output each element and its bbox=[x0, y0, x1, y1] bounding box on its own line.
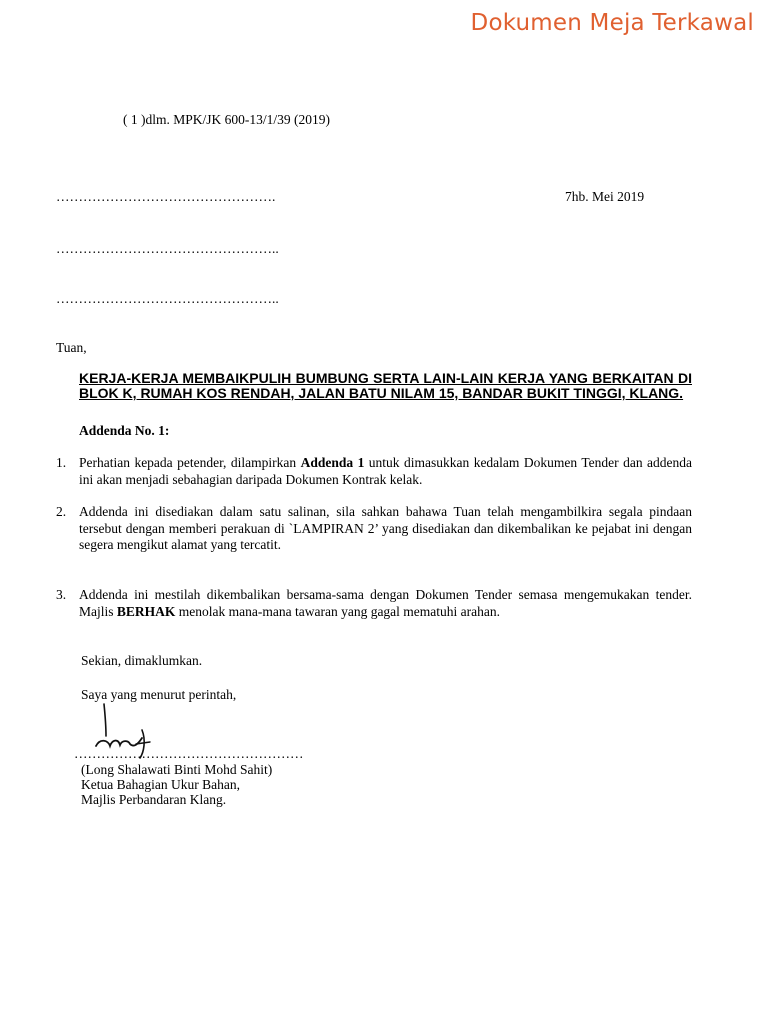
sign-off-text: Saya yang menurut perintah, bbox=[81, 687, 237, 702]
list-item-text: Perhatian kepada petender, dilampirkan Addenda 1 untuk dimasukkan kedalam Dokumen Tender dan addenda ini akan menjadi sebahagian daripada Dokumen Kontrak kelak. bbox=[79, 455, 693, 487]
watermark-label: Dokumen Meja Terkawal bbox=[470, 10, 754, 36]
list-item bbox=[56, 587, 692, 620]
letter-date: 7hb. Mei 2019 bbox=[565, 189, 645, 204]
address-line-3: ………………………………………….. bbox=[56, 291, 279, 306]
signatory-organization: Majlis Perbandaran Klang. bbox=[81, 792, 227, 807]
list-item-number: 2. bbox=[56, 504, 67, 519]
list-item bbox=[56, 455, 692, 488]
signatory-name: (Long Shalawati Binti Mohd Sahit) bbox=[81, 762, 273, 777]
address-line-2: ………………………………………….. bbox=[56, 241, 279, 256]
list-item-text: Addenda ini disediakan dalam satu salinan, sila sahkan bahawa Tuan telah mengambilkira segala pindaan tersebut dengan memberi perakuan di `LAMPIRAN 2’ yang disediakan dan dikembalikan ke pejabat ini dengan segera mengikut alamat yang tercatit. bbox=[79, 504, 692, 552]
reference-number: ( 1 )dlm. MPK/JK 600-13/1/39 (2019) bbox=[123, 112, 330, 127]
signatory-title: Ketua Bahagian Ukur Bahan, bbox=[81, 777, 240, 792]
address-line-1: …………………………………………. bbox=[56, 189, 276, 204]
list-item bbox=[56, 504, 692, 554]
list-item-number: 3. bbox=[56, 587, 67, 602]
signature-line: …………………………………………… bbox=[74, 746, 304, 761]
salutation: Tuan, bbox=[56, 340, 87, 355]
list-item-number: 1. bbox=[56, 455, 67, 470]
list-item-text: Addenda ini mestilah dikembalikan bersama-sama dengan Dokumen Tender semasa mengemukakan tender. Majlis BERHAK menolak mana-mana tawaran yang gagal mematuhi arahan. bbox=[79, 587, 692, 619]
closing-text: Sekian, dimaklumkan. bbox=[81, 653, 203, 668]
addenda-label: Addenda No. 1: bbox=[79, 423, 170, 438]
letter-subject: KERJA-KERJA MEMBAIKPULIH BUMBUNG SERTA LAIN-LAIN KERJA YANG BERKAITAN DI BLOK K, RUMAH KOS RENDAH, JALAN BATU NILAM 15, BANDAR BUKIT TINGGI, KLANG. bbox=[79, 370, 692, 401]
